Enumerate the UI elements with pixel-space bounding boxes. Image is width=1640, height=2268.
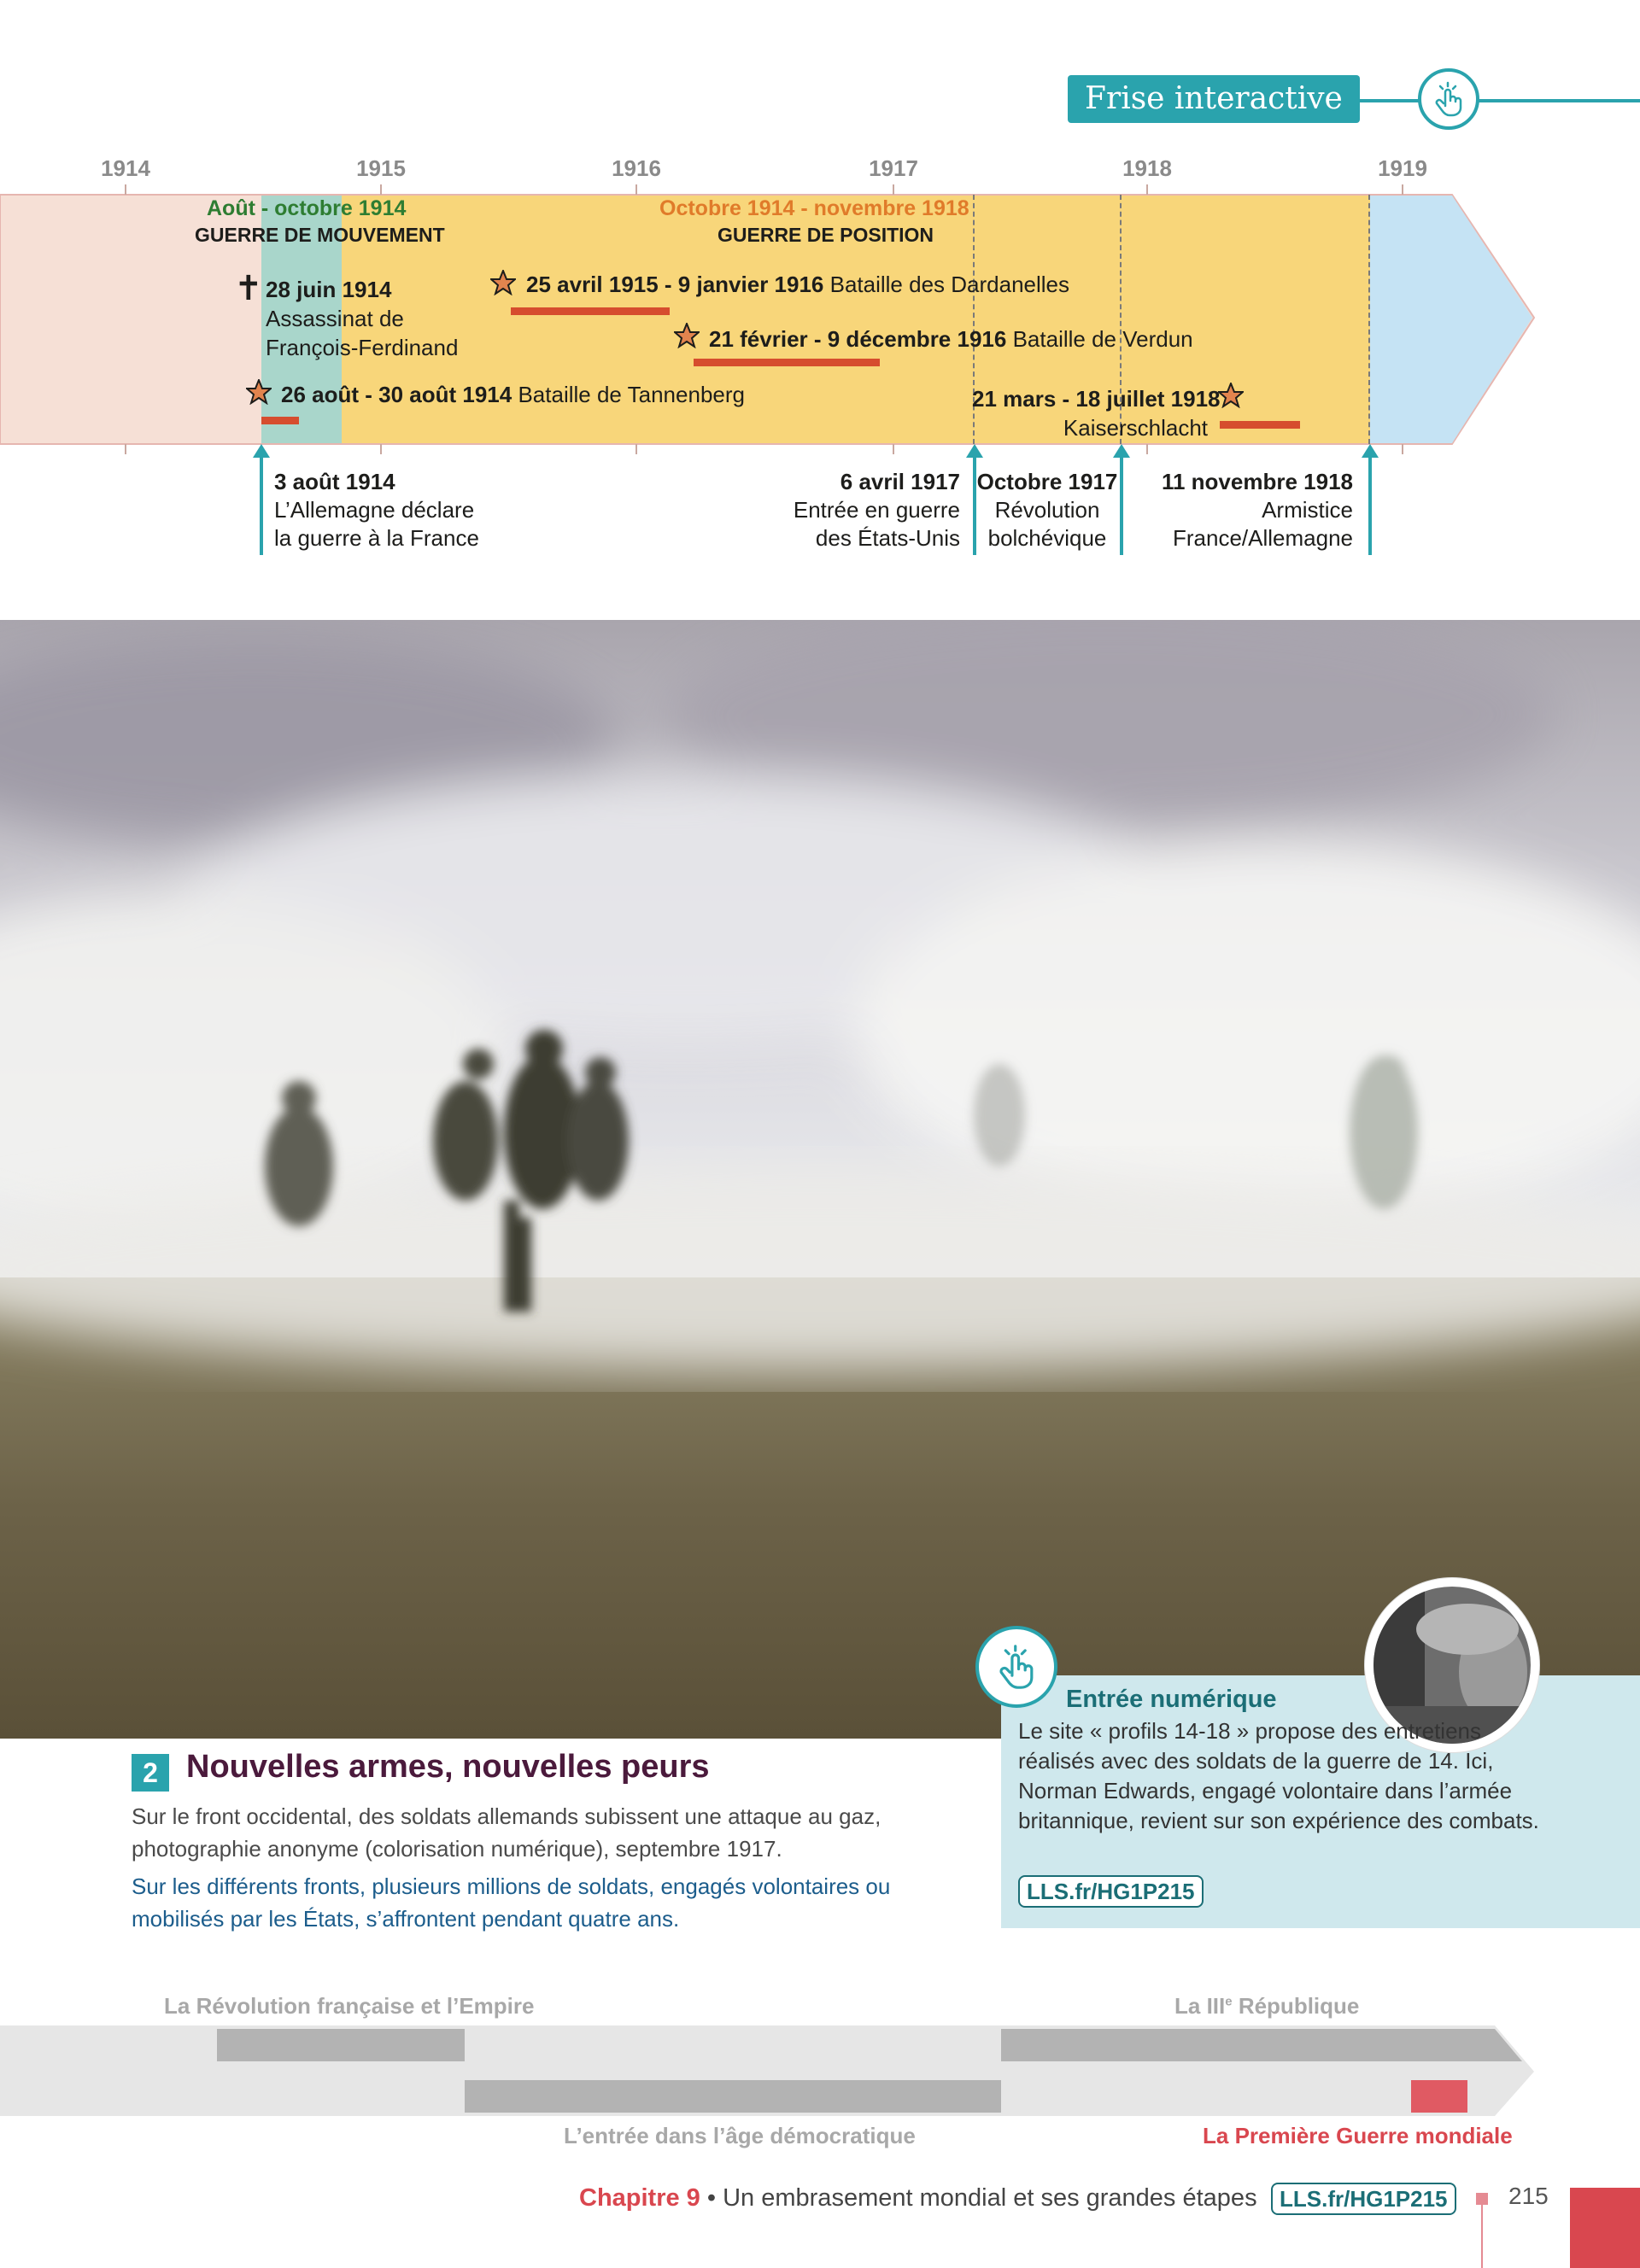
tick <box>380 184 382 195</box>
year-1918: 1918 <box>1122 155 1172 181</box>
tick <box>1402 444 1403 454</box>
page-corner-tab <box>1570 2188 1640 2268</box>
chapter-number: Chapitre 9 <box>579 2184 700 2212</box>
tick <box>893 184 894 195</box>
period-third-republic: La IIIe République <box>1174 1993 1360 2019</box>
event-kaiserschlacht: 21 mars - 18 juillet 1918 Kaiserschlacht <box>972 386 1221 441</box>
chapter-footer: Chapitre 9 • Un embrasement mondial et ses grandes étapes <box>579 2184 1257 2212</box>
movement-label: GUERRE DE MOUVEMENT <box>195 224 445 246</box>
year-1916: 1916 <box>612 155 661 181</box>
tick <box>636 184 637 195</box>
tick <box>893 444 894 454</box>
period-revolution-empire: La Révolution française et l’Empire <box>164 1993 535 2019</box>
tick <box>125 184 126 195</box>
frise-rule <box>1358 99 1640 102</box>
milestone-1917-revolution: Octobre 1917 Révolution bolchévique <box>976 469 1118 551</box>
page-number: 215 <box>1508 2183 1549 2209</box>
page-marker-line <box>1481 2205 1483 2268</box>
milestone-1914: 3 août 1914 L’Allemagne déclare la guerre à la France <box>274 469 479 551</box>
tick <box>1146 444 1148 454</box>
frise-interactive-button[interactable]: Frise interactive <box>1068 75 1360 123</box>
entry-text: Le site « profils 14-18 » propose des entretiens réalisés avec des soldats de la guerre de 14. Ici, Norman Edwards, engagé volontaire dans l’armée britannique, revient sur son expérience des combats. <box>1018 1718 1539 1833</box>
year-1917: 1917 <box>869 155 918 181</box>
page-marker <box>1476 2193 1488 2205</box>
duration-bar-verdun <box>694 359 880 366</box>
duration-bar-tannenberg <box>261 417 299 424</box>
duration-bar-kaiserschlacht <box>1220 421 1300 429</box>
document-number: 2 <box>132 1754 169 1792</box>
year-1915: 1915 <box>356 155 406 181</box>
hand-tap-icon[interactable] <box>975 1626 1057 1708</box>
entry-link[interactable]: LLS.fr/HG1P215 <box>1018 1875 1204 1908</box>
star-icon <box>674 323 700 348</box>
footer-link[interactable]: LLS.fr/HG1P215 <box>1271 2183 1456 2215</box>
chronology-frieze <box>0 2025 1640 2118</box>
gas-attack-photograph <box>0 620 1640 1739</box>
chapter-title: Un embrasement mondial et ses grandes étapes <box>723 2184 1257 2212</box>
star-icon <box>490 270 516 295</box>
star-icon <box>1218 383 1244 408</box>
tick <box>1146 184 1148 195</box>
document-caption: Sur le front occidental, des soldats allemands subissent une attaque au gaz, photographie anonyme (colorisation numérique), septembre 1917. <box>132 1803 882 1862</box>
duration-bar-dardanelles <box>511 307 670 315</box>
event-dardanelles: 25 avril 1915 - 9 janvier 1916 Bataille des Dardanelles <box>526 272 1069 297</box>
star-icon <box>246 379 272 405</box>
cross-icon: ✝ <box>234 270 263 307</box>
year-1914: 1914 <box>101 155 150 181</box>
position-dates: Octobre 1914 - novembre 1918 <box>659 196 969 220</box>
entry-title: Entrée numérique <box>1066 1686 1277 1713</box>
period-democratic-age: L’entrée dans l’âge démocratique <box>564 2123 916 2148</box>
event-assassination: 28 juin 1914 Assassinat de François-Ferdinand <box>266 277 459 360</box>
milestone-1917-usa: 6 avril 1917 Entrée en guerre des États-Unis <box>793 469 960 551</box>
event-tannenberg: 26 août - 30 août 1914 Bataille de Tannenberg <box>281 382 745 407</box>
hand-tap-icon[interactable] <box>1418 68 1479 130</box>
event-verdun: 21 février - 9 décembre 1916 Bataille de Verdun <box>709 326 1193 352</box>
tick <box>380 444 382 454</box>
arrow-up-icon <box>251 444 272 555</box>
movement-dates: Août - octobre 1914 <box>207 196 407 220</box>
tick <box>636 444 637 454</box>
marker-1918-11 <box>1368 195 1370 444</box>
milestone-1918-armistice: 11 novembre 1918 Armistice France/Allemagne <box>1161 469 1353 551</box>
position-label: GUERRE DE POSITION <box>718 224 934 246</box>
year-1919: 1919 <box>1378 155 1427 181</box>
document-title: Nouvelles armes, nouvelles peurs <box>186 1749 710 1785</box>
tick <box>1402 184 1403 195</box>
period-first-world-war: La Première Guerre mondiale <box>1203 2123 1513 2148</box>
tick <box>125 444 126 454</box>
document-note: Sur les différents fronts, plusieurs millions de soldats, engagés volontaires ou mobilisés par les États, s’affrontent pendant quatre ans. <box>132 1873 891 1932</box>
arrow-up-icon <box>1360 444 1380 555</box>
